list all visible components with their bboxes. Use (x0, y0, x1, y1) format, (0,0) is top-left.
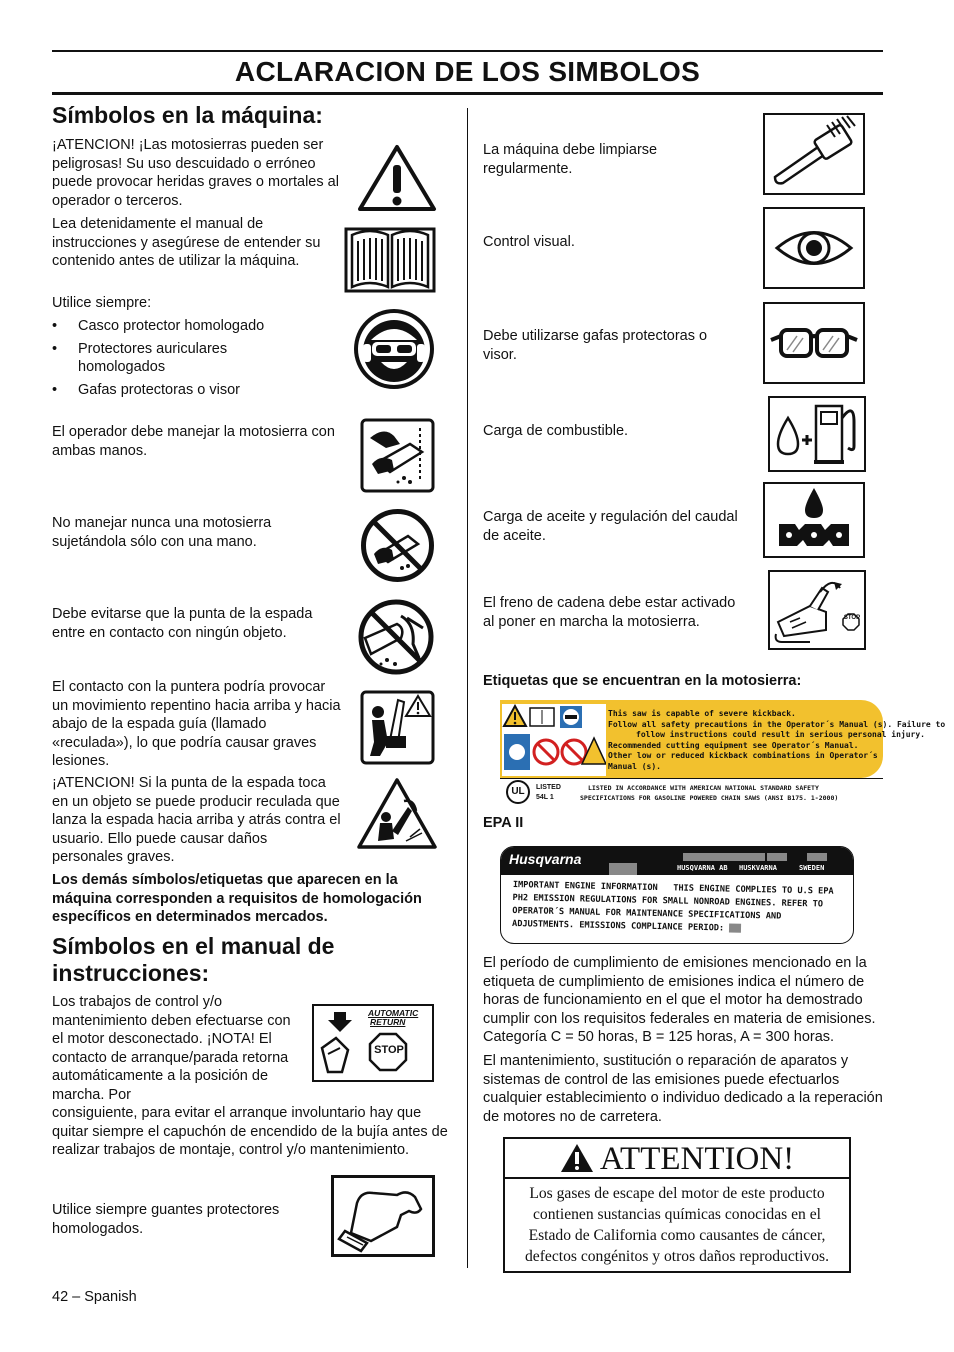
automatic-return-stop-icon (312, 1004, 434, 1082)
fuel-pump-icon (768, 396, 866, 472)
oil-text: Carga de aceite y regulación del caudal de aceite. (483, 509, 738, 544)
two-hands-text: El operador debe manejar la motosierra con ambas manos. (52, 424, 335, 459)
epa-text-block (512, 879, 853, 938)
husq-tag-3: SWEDEN (799, 864, 825, 872)
kickback-label-line: This saw is capable of severe kickback. (608, 709, 796, 718)
epa-line-text: IMPORTANT ENGINE INFORMATION (512, 879, 658, 894)
emission-period-text: El período de cumplimiento de emisiones mencionado en la etiqueta de cumplimiento de emisiones indica el número de horas de funcionamiento en el que el motor ha demostrado cumplir con los requisitos federales en materia de emisiones. Categoría C = 50 horas, B = 125 horas, A = 300 horas. (483, 955, 876, 1046)
auto-return-line-1: AUTOMATIC (368, 1008, 419, 1018)
kickback-warning-text: ¡ATENCION! Si la punta de la espada toca en un objeto se puede producir reculada que lanza la espada hacia arriba y atrás contra el usuario. Ello puede causar daños personales graves. (52, 775, 341, 866)
attention-title: ATTENTION! (599, 1141, 795, 1177)
stop-text-b: consiguiente, para evitar el arranque involuntario hay que quitar siempre el capuchón de encendido de la bujía antes de realizar trabajos de montaje, control y/o mantenimiento. (52, 1105, 448, 1159)
kickback-label-line: Follow all safety precautions in the Operator´s Manual (s). Failure to (608, 719, 946, 729)
kickback-text: El contacto con la puntera podría provocar un movimiento repentino hacia arriba y hacia abajo de la espada guía (llamado «reculada»), lo que podría causar graves lesiones. (52, 679, 341, 770)
ul-code: 54L 1 (536, 794, 554, 801)
kickback-warning-icon (360, 690, 435, 765)
no-tip-contact-icon (357, 598, 435, 676)
brake-text: El freno de cadena debe estar activado al poner en marcha la motosierra. (483, 595, 736, 630)
protective-gloves-icon (331, 1175, 435, 1257)
automatic-return-label (368, 1009, 418, 1027)
california-attention-box (503, 1137, 851, 1273)
epa-gray-block (807, 853, 827, 861)
kickback-label-line: Recommended cutting equipment see Operator´s Manual. (608, 740, 859, 750)
helmet-ear-eye-protection-icon (351, 306, 437, 392)
title-underline (52, 92, 883, 95)
one-hand-text: No manejar nunca una motosierra sujetándola sólo con una mano. (52, 515, 272, 550)
kickback-label-text (608, 709, 946, 773)
gloves-text: Utilice siempre guantes protectores homologados. (52, 1202, 280, 1237)
ul-text-1: LISTED IN ACCORDANCE WITH AMERICAN NATIONAL STANDARD SAFETY (588, 784, 819, 792)
kickback-label-line: follow instructions could result in serious personal injury. (636, 730, 925, 740)
read-manual-text: Lea detenidamente el manual de instrucciones y asegúrese de entender su contenido antes de utilizar la máquina. (52, 216, 321, 270)
kickback-label-line: Manual (s). (608, 761, 661, 771)
no-one-hand-chainsaw-icon (360, 508, 435, 583)
page-footer: 42 – Spanish (52, 1289, 137, 1305)
epa-emissions-label (500, 846, 854, 944)
warning-triangle-icon (356, 143, 438, 213)
husqvarna-brand: Husqvarna (509, 851, 582, 867)
visual-text: Control visual. (483, 234, 575, 250)
ul-mark: UL (506, 780, 530, 804)
kickback-label-line: Other low or reduced kickback combinations in Operator´s (608, 751, 878, 761)
label-symbol-strip (502, 704, 606, 776)
epa-gray-block (767, 853, 787, 861)
epa-line: OPERATOR´S MANUAL FOR MAINTENANCE SPECIFICATIONS AND (512, 905, 782, 922)
auto-return-line-2: RETURN (370, 1017, 406, 1027)
ul-text-2: SPECIFICATIONS FOR GASOLINE POWERED CHAIN SAWS (ANSI B175. 1-2000) (580, 794, 839, 802)
maintenance-text: El mantenimiento, sustitución o reparación de aparatos y sistemas de control de las emisiones puede efectuarlos cualquier establecimiento o individuo dedicado a la reperación de motores no de carretera. (483, 1053, 883, 1125)
clean-text: La máquina debe limpiarse regularmente. (483, 142, 658, 177)
top-rule (52, 50, 883, 52)
ul-listing-strip (500, 778, 883, 807)
epa-complies: THIS ENGINE COMPLIES TO U.S EPA (673, 883, 834, 897)
heading-manual-symbols: Símbolos en el manual de instrucciones: (52, 933, 335, 986)
warning-text: ¡ATENCION! ¡Las motosierras pueden ser peligrosas! Su uso descuidado o erróneo puede provocar heridas graves o mortales al operador o terceros. (52, 137, 339, 209)
epa-line-text: ADJUSTMENTS. EMISSIONS COMPLIANCE PERIOD: (511, 918, 725, 934)
list-item: • Gafas protectoras o visor (52, 381, 312, 400)
epa-gray-block (683, 853, 765, 861)
ul-listed: LISTED (536, 784, 561, 791)
two-hands-chainsaw-icon (360, 418, 435, 493)
tip-contact-text: Debe evitarse que la punta de la espada entre en contacto con ningún objeto. (52, 606, 313, 641)
eye-inspection-icon (763, 207, 865, 289)
attention-triangle-icon (560, 1143, 594, 1173)
heading-machine-symbols: Símbolos en la máquina: (52, 102, 323, 128)
emission-period-box (729, 924, 741, 933)
chain-brake-icon (768, 570, 866, 650)
fuel-text: Carga de combustible. (483, 423, 629, 439)
attention-body: Los gases de escape del motor de este producto contienen sustancias químicas conocidas en el Estado de California como causantes de cáncer, defectos congénitos y otros daños reproductivos. (524, 1185, 829, 1265)
goggles-text: Debe utilizarse gafas protectoras o visor. (483, 328, 708, 363)
epa-heading: EPA II (483, 815, 524, 831)
column-divider (467, 108, 468, 1268)
read-manual-book-icon (344, 223, 436, 293)
list-item: • Protectores auriculares homologados (52, 340, 312, 377)
husq-tag-1: HUSQVARNA AB (677, 864, 728, 872)
husq-tag-2: HUSKVARNA (739, 864, 777, 872)
epa-gray-block (609, 863, 637, 875)
stop-label: STOP (374, 1044, 404, 1056)
always-use-text: Utilice siempre: (52, 295, 152, 311)
epa-line: PH2 EMISSION REGULATIONS FOR SMALL NONROAD ENGINES. REFER TO (512, 892, 824, 910)
safety-glasses-icon (763, 302, 865, 384)
cleaning-brush-icon (763, 113, 865, 195)
kickback-warning-label (500, 700, 946, 806)
page-title: ACLARACION DE LOS SIMBOLOS (234, 56, 701, 87)
list-item: • Casco protector homologado (52, 317, 312, 336)
brake-stop-label: STOP (843, 615, 861, 621)
ppe-list (52, 317, 312, 403)
oil-chain-icon (763, 482, 865, 558)
attention-header (505, 1139, 849, 1179)
kickback-triangle-icon (356, 777, 438, 851)
other-symbols-text: Los demás símbolos/etiquetas que aparecen en la máquina corresponden a requisitos de homologación específicos en determinados mercados. (52, 872, 422, 926)
labels-heading: Etiquetas que se encuentran en la motosierra: (483, 673, 802, 689)
stop-text-a: Los trabajos de control y/o mantenimiento deben efectuarse con el motor desconectado. ¡NOTA! El contacto de arranque/parada retorna automáticamente a la posición de marcha. Por (52, 994, 291, 1103)
